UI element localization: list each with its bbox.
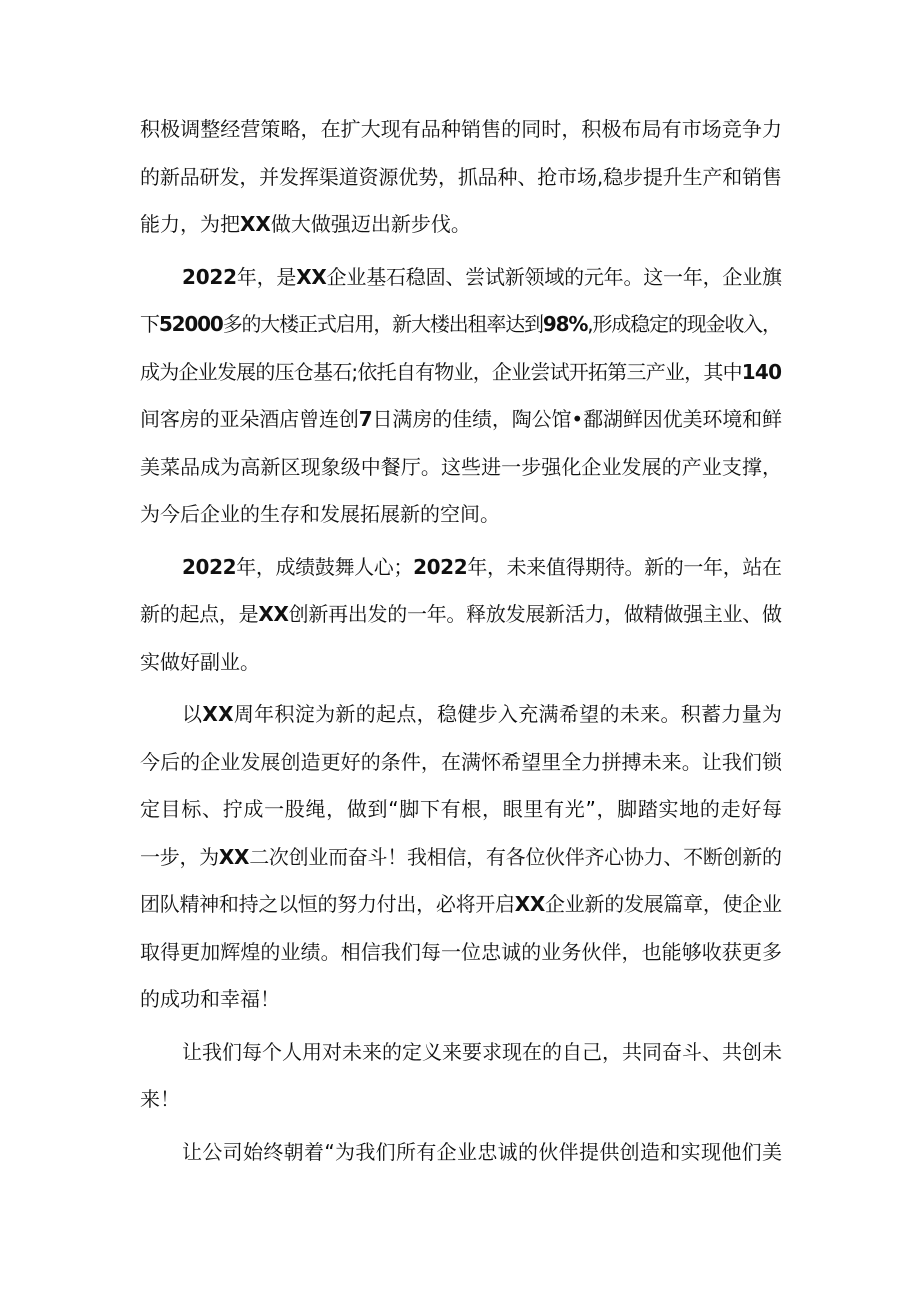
line-text: 让我们每个人用对未来的定义来要求现在的自己，共同奋斗、共创未 — [182, 1039, 782, 1064]
text-line — [140, 491, 782, 539]
text-line — [140, 1029, 782, 1077]
text-line — [140, 929, 782, 977]
line-text: 2022年，成绩鼓舞人心；2022年，未来值得期待。新的一年，站在 — [182, 554, 782, 579]
text-line — [140, 1076, 782, 1124]
text-line — [140, 254, 782, 302]
text-line — [140, 349, 782, 397]
line-text: 定目标、拧成一股绳，做到“脚下有根，眼里有光”，脚踏实地的走好每 — [140, 797, 783, 821]
text-line — [140, 881, 782, 929]
paragraph-4 — [140, 691, 782, 1024]
line-text: 实做好副业。 — [140, 649, 260, 674]
text-line — [140, 106, 782, 154]
text-line — [140, 544, 782, 592]
document-body — [140, 106, 782, 1181]
line-text: 取得更加辉煌的业绩。相信我们每一位忠诚的业务伙伴，也能够收获更多 — [140, 939, 783, 964]
line-text: 的成功和幸福！ — [140, 987, 280, 1011]
latin-run: 140 — [741, 359, 782, 384]
text-line — [140, 396, 782, 444]
text-line — [140, 639, 782, 687]
text-line — [140, 691, 782, 739]
text-line — [140, 444, 782, 492]
text-line — [140, 154, 782, 202]
latin-run: 52000 — [158, 312, 223, 336]
text-line — [140, 301, 782, 349]
line-text: 下52000多的大楼正式启用，新大楼出租率达到98%,形成稳定的现金收入， — [140, 312, 781, 336]
latin-run: 2022 — [182, 264, 237, 289]
latin-run: XX — [296, 264, 327, 289]
line-text: 2022年，是XX企业基石稳固、尝试新领域的元年。这一年，企业旗 — [182, 264, 782, 289]
text-line — [140, 976, 782, 1024]
line-text: 为今后企业的生存和发展拓展新的空间。 — [140, 502, 500, 526]
text-line — [140, 591, 782, 639]
text-line — [140, 1129, 782, 1177]
line-text: 今后的企业发展创造更好的条件，在满怀希望里全力拼搏未来。让我们锁 — [140, 749, 783, 774]
line-text: 间客房的亚朵酒店曾连创7日满房的佳绩，陶公馆•鄱湖鲜因优美环境和鲜 — [140, 407, 782, 431]
paragraph-5 — [140, 1029, 782, 1124]
text-line — [140, 834, 782, 882]
latin-run: 2022 — [413, 554, 468, 579]
latin-run: XX — [258, 602, 289, 626]
latin-run: XX — [240, 212, 271, 236]
paragraph-2 — [140, 254, 782, 539]
text-line — [140, 786, 782, 834]
line-text: 积极调整经营策略，在扩大现有品种销售的同时，积极布局有市场竞争力 — [140, 117, 783, 141]
text-line — [140, 739, 782, 787]
line-text: 美菜品成为高新区现象级中餐厅。这些进一步强化企业发展的产业支撑， — [140, 454, 783, 479]
line-text: 的新品研发，并发挥渠道资源优势，抓品种、抢市场,稳步提升生产和销售 — [140, 164, 782, 189]
line-text: 成为企业发展的压仓基石;依托自有物业，企业尝试开拓第三产业，其中140 — [140, 359, 782, 384]
latin-run: XX — [218, 844, 250, 869]
line-text: 以XX周年积淀为新的起点，稳健步入充满希望的未来。积蓄力量为 — [182, 702, 783, 726]
line-text: 能力，为把XX做大做强迈出新步伐。 — [140, 212, 471, 236]
line-text: 让公司始终朝着“为我们所有企业忠诚的伙伴提供创造和实现他们美 — [182, 1139, 783, 1164]
line-text: 来！ — [140, 1087, 180, 1111]
latin-run: 98% — [542, 312, 588, 336]
latin-run: XX — [514, 892, 546, 916]
line-text: 新的起点，是XX创新再出发的一年。释放发展新活力，做精做强主业、做 — [140, 602, 782, 626]
latin-run: XX — [202, 702, 234, 726]
text-line — [140, 201, 782, 249]
latin-run: 7 — [358, 407, 373, 431]
line-text: 团队精神和持之以恒的努力付出，必将开启XX企业新的发展篇章，使企业 — [140, 892, 782, 916]
line-text: 一步，为XX二次创业而奋斗！我相信，有各位伙伴齐心协力、不断创新的 — [140, 844, 782, 869]
paragraph-1 — [140, 106, 782, 249]
paragraph-3 — [140, 544, 782, 687]
paragraph-6 — [140, 1129, 782, 1177]
latin-run: 2022 — [182, 554, 237, 579]
